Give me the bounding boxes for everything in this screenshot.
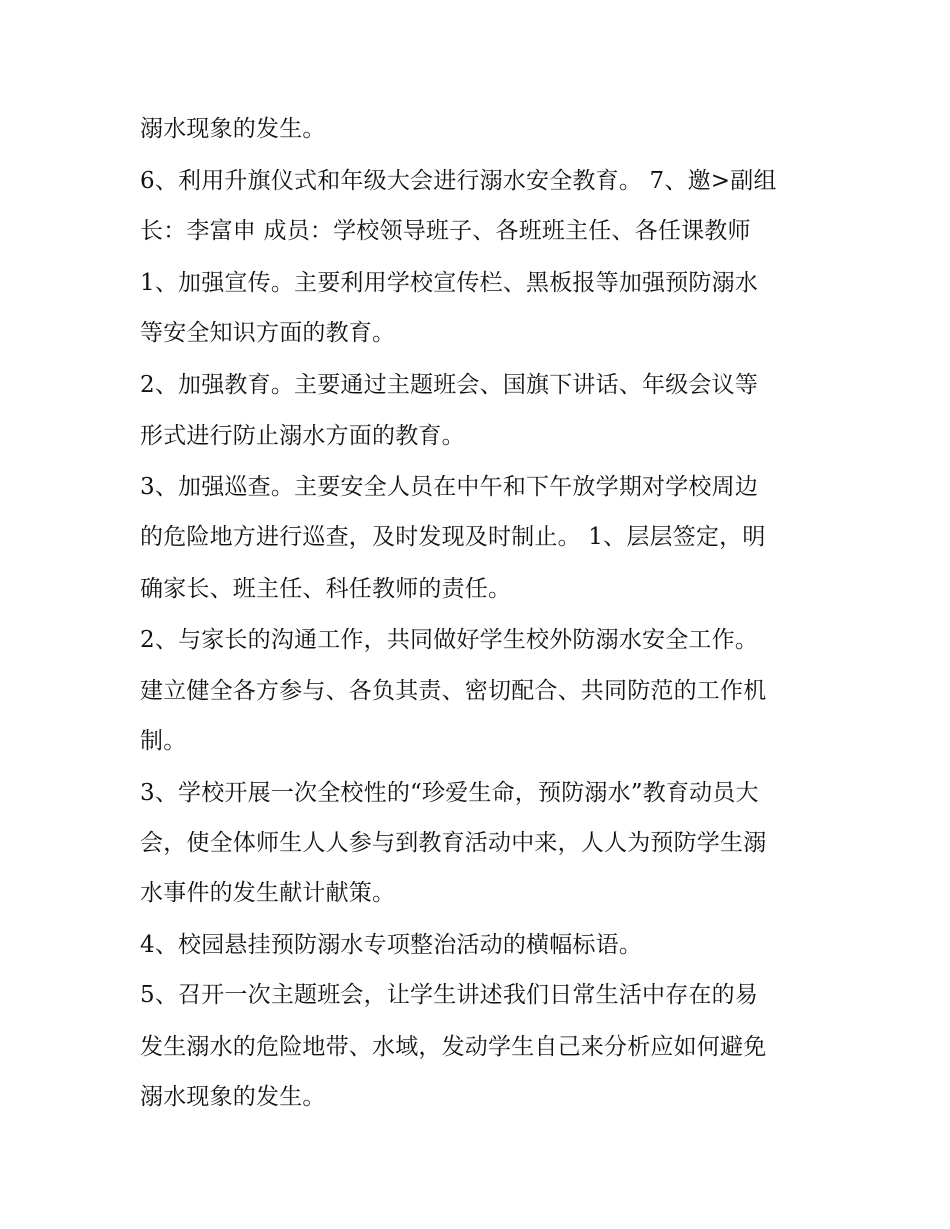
text-line: 形式进行防止溺水方面的教育。: [140, 423, 465, 449]
text-line: 会，使全体师生人人参与到教育活动中来，人人为预防学生溺: [140, 830, 767, 856]
text-line: 发生溺水的危险地带、水域，发动学生自己来分析应如何避免: [140, 1034, 767, 1060]
text-line: 6、利用升旗仪式和年级大会进行溺水安全教育。 7、邀>副组: [140, 168, 777, 194]
text-line: 2、加强教育。主要通过主题班会、国旗下讲话、年级会议等: [140, 372, 759, 398]
text-line: 等安全知识方面的教育。: [140, 320, 396, 346]
text-line: 4、校园悬挂预防溺水专项整治活动的横幅标语。: [140, 932, 643, 958]
text-line: 3、学校开展一次全校性的“珍爱生命，预防溺水”教育动员大: [140, 780, 759, 806]
text-line: 确家长、班主任、科任教师的责任。: [140, 576, 512, 602]
text-line: 溺水现象的发生。: [140, 1084, 326, 1110]
text-line: 长：李富申 成员：学校领导班子、各班班主任、各任课教师: [140, 218, 751, 244]
text-line: 5、召开一次主题班会，让学生讲述我们日常生活中存在的易: [140, 982, 759, 1008]
text-line: 制。: [140, 728, 187, 754]
text-line: 溺水现象的发生。: [140, 116, 326, 142]
text-line: 水事件的发生献计献策。: [140, 880, 396, 906]
text-line: 1、加强宣传。主要利用学校宣传栏、黑板报等加强预防溺水: [140, 270, 759, 296]
text-line: 的危险地方进行巡查，及时发现及时制止。 1、层层签定，明: [140, 524, 766, 550]
text-line: 3、加强巡查。主要安全人员在中午和下午放学期对学校周边: [140, 474, 759, 500]
text-line: 2、与家长的沟通工作，共同做好学生校外防溺水安全工作。: [140, 627, 759, 653]
text-line: 建立健全各方参与、各负其责、密切配合、共同防范的工作机: [140, 678, 767, 704]
